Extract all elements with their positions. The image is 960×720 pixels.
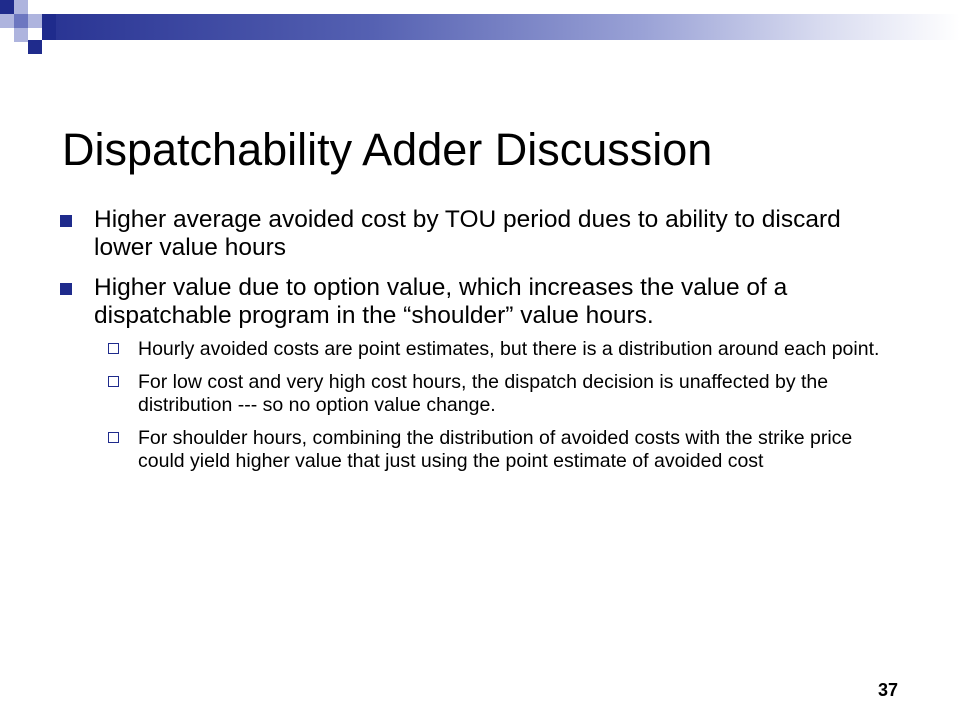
deco-square-mid-1 — [14, 14, 28, 28]
bullet-text-1: Higher average avoided cost by TOU period dues to ability to discard lower value hours — [94, 206, 841, 261]
hollow-square-bullet-icon — [108, 376, 119, 387]
sub-bullet-item-2 — [60, 371, 890, 417]
header-gradient-bar — [56, 14, 960, 40]
page-number: 37 — [878, 680, 899, 700]
hollow-square-bullet-icon — [108, 432, 119, 443]
sub-bullet-text-3: For shoulder hours, combining the distribution of avoided costs with the strike price could yield higher value that just using the point estimate of avoided cost — [138, 427, 853, 472]
header-decoration — [0, 0, 960, 60]
deco-square-light-1 — [14, 0, 28, 14]
hollow-square-bullet-icon — [108, 343, 119, 354]
sub-bullet-item-3 — [60, 427, 890, 473]
bullet-text-2: Higher value due to option value, which increases the value of a dispatchable program in the “shoulder” value hours. — [94, 274, 788, 329]
deco-square-light-3 — [28, 14, 42, 28]
bullet-list — [60, 206, 890, 483]
filled-square-bullet-icon — [60, 283, 72, 295]
sub-bullet-list — [60, 338, 890, 473]
sub-bullet-text-2: For low cost and very high cost hours, the dispatch decision is unaffected by the distribution --- so no option value change. — [138, 371, 829, 416]
filled-square-bullet-icon — [60, 215, 72, 227]
sub-bullet-item-1 — [60, 338, 890, 361]
deco-square-light-4 — [14, 28, 28, 42]
bullet-item-2 — [60, 274, 890, 330]
deco-square-navy-2 — [42, 14, 56, 40]
deco-square-navy-3 — [28, 40, 42, 54]
deco-square-light-2 — [0, 14, 14, 28]
bullet-item-1 — [60, 206, 890, 262]
slide-title: Dispatchability Adder Discussion — [62, 124, 713, 176]
deco-square-navy-1 — [0, 0, 14, 14]
sub-bullet-text-1: Hourly avoided costs are point estimates, but there is a distribution around each point. — [138, 338, 880, 360]
